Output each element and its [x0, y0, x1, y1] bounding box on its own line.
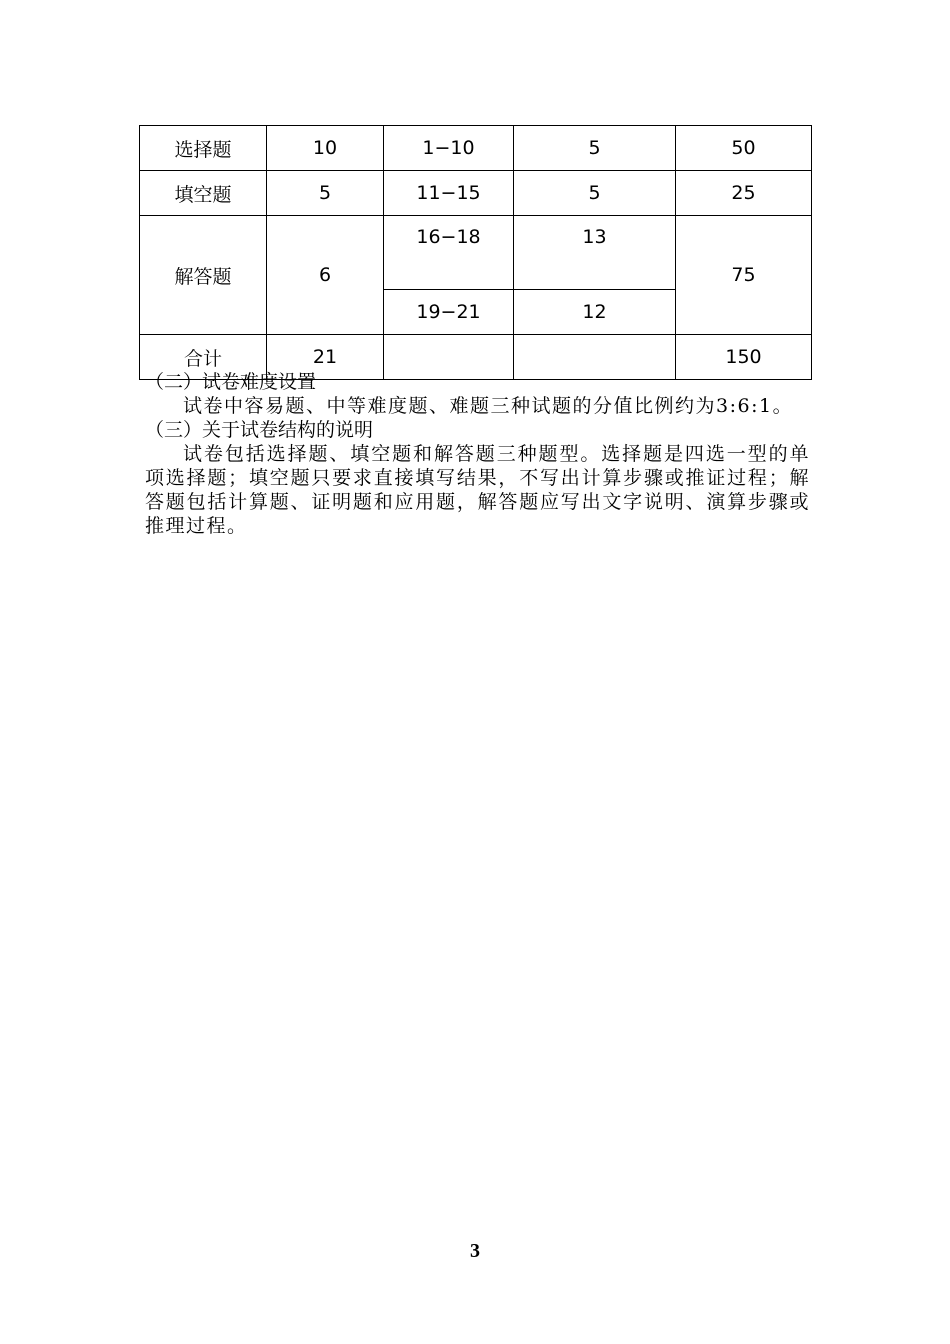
- question-type-cell: 填空题: [140, 171, 267, 216]
- question-numbers-cell: 1−10: [384, 126, 514, 171]
- question-numbers-cell: 11−15: [384, 171, 514, 216]
- table-row: [140, 216, 812, 290]
- question-type-cell: 解答题: [140, 216, 267, 335]
- question-score-table: [139, 125, 812, 380]
- score-each-cell: 13: [514, 216, 676, 290]
- section-paragraph-structure: 试卷包括选择题、填空题和解答题三种题型。选择题是四选一型的单项选择题；填空题只要求直接填写结果，不写出计算步骤或推证过程；解答题包括计算题、证明题和应用题，解答题应写出文字说明、演算步骤或推理过程。: [145, 443, 810, 537]
- total-score-cell: 25: [676, 171, 812, 216]
- question-type-cell: 合计: [140, 335, 267, 380]
- question-count-cell: 10: [267, 126, 384, 171]
- section-heading-difficulty: （二）试卷难度设置: [145, 371, 317, 393]
- section-paragraph-difficulty: 试卷中容易题、中等难度题、难题三种试题的分值比例约为3:6:1。: [183, 395, 794, 417]
- question-count-cell: 6: [267, 216, 384, 335]
- total-score-cell: 75: [676, 216, 812, 335]
- score-each-cell: 5: [514, 126, 676, 171]
- total-score-cell: 150: [676, 335, 812, 380]
- page-number: 3: [470, 1240, 480, 1262]
- question-numbers-cell: 16−18: [384, 216, 514, 290]
- score-each-cell: 12: [514, 290, 676, 335]
- total-score-cell: 50: [676, 126, 812, 171]
- question-count-cell: 5: [267, 171, 384, 216]
- question-count-cell: 21: [267, 335, 384, 380]
- section-heading-structure: （三）关于试卷结构的说明: [145, 419, 374, 441]
- table-row: [140, 171, 812, 216]
- table-row: [140, 126, 812, 171]
- question-type-cell: 选择题: [140, 126, 267, 171]
- question-numbers-cell: 19−21: [384, 290, 514, 335]
- body-text: [145, 370, 810, 538]
- score-each-cell: 5: [514, 171, 676, 216]
